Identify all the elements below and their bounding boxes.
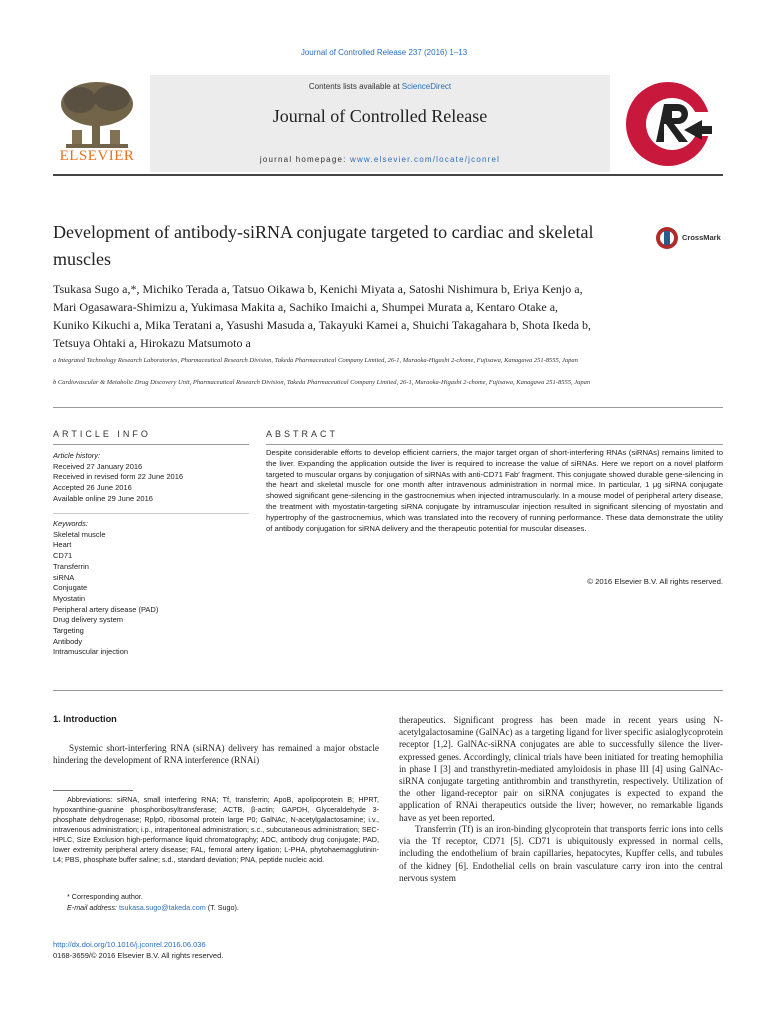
keywords-list: [53, 519, 249, 658]
doi-link[interactable]: http://dx.doi.org/10.1016/j.jconrel.2016.06.036: [53, 940, 206, 949]
keyword: Antibody: [53, 636, 83, 646]
elsevier-tree-icon: [52, 78, 142, 158]
author-line: Kuniko Kikuchi a, Mika Teratani a, Yasushi Masuda a, Takayuki Kamei a, Shuichi Takagahara b, Shota Ikeda b,: [53, 318, 592, 332]
email-footnote: E-mail address: tsukasa.sugo@takeda.com (T. Sugo).: [67, 903, 239, 912]
abstract-heading: ABSTRACT: [266, 429, 339, 439]
keyword: Skeletal muscle: [53, 529, 106, 539]
abstract-rule: [266, 444, 723, 445]
history-online: Available online 29 June 2016: [53, 493, 153, 503]
history-revised: Received in revised form 22 June 2016: [53, 472, 184, 482]
abstract-text: Despite considerable efforts to develop efficient carriers, the major target organ of short-interfering RNAs (siRNAs) remains limited to the liver. Expanding the application outside the liver is required to increase the value of siRNAs. Here we report on a novel platform targeted to muscular organs by conjugation of siRNAs with anti-CD71 Fab′ fragment. This conjugate showed durable gene-silencing in the heart and skeletal muscle for one month after intravenous administration in normal mice. In particular, 1 μg siRNA conjugate showed significant gene-silencing in the gastrocnemius when injected intramuscularly. In a mouse model of peripheral artery disease, the treatment with myostatin-targeting siRNA conjugate by intramuscular injection resulted in significant silencing of myostatin and hypertrophy of the gastrocnemius, which was translated into the recovery of running performance. These data demonstrate the utility of antibody conjugation for siRNA delivery and the therapeutic potential for muscular diseases.: [266, 448, 723, 533]
abstract-copyright: © 2016 Elsevier B.V. All rights reserved.: [587, 577, 723, 586]
journal-homepage: journal homepage: www.elsevier.com/locate/jconrel: [259, 155, 501, 164]
abbreviations-footnote: Abbreviations: siRNA, small interfering RNA; Tf, transferrin; ApoB, apolipoprotein B; HPRT, hypoxanthine-guanine phosphoribosyltransferase; ACTB, β-actin; GAPDH, Glyceraldehyde 3-phosphate dehydrogenase; Rplp0, ribosomal protein large P0; GalNAc, N-acetylgalactosamine; i.v., intravenous administration; i.p., intraperitoneal administration; s.c., subcutaneous administration; SEC-HPLC, Size Exclusion high-performance liquid chromatography; ADC, antibody drug conjugate; PAD, lower extremity peripheral artery disease; FAL, femoral artery ligation; L-PHA, phytohaemagglutinin-L4; PBS, phosphate buffer saline; s.d., standard deviation; PNA, peptide nucleic acid.: [53, 795, 379, 864]
header-rule: [53, 174, 723, 176]
footnote-rule: [53, 790, 133, 791]
right-column-paragraph-1: therapeutics. Significant progress has been made in recent years using N-acetylgalactosamine (GalNAc) as a targeting ligand for liver specific asialoglycoprotein receptor [1,2]. GalNAc-siRNA conjugates are able to successfully silence the liver-expressed genes. Accordingly, clinical trials have been initiated for treating hemophilia in phase I [3] and transthyretin-mediated amyloidosis in phase III [4] using GalNAc-siRNA conjugate targeting antithrombin and transthyretin, respectively. Utilization of the other ligand-receptor pair on siRNA conjugates is expected to expand the application of RNAi therapeutics outside the liver; however, no remarkable ligands have as yet been reported.: [399, 715, 723, 823]
sciencedirect-link[interactable]: ScienceDirect: [401, 82, 452, 91]
history-accepted: Accepted 26 June 2016: [53, 483, 132, 493]
keyword: CD71: [53, 551, 73, 561]
right-column-paragraph-2: Transferrin (Tf) is an iron-binding glycoprotein that transports ferric ions into cells via the Tf receptor, CD71 [5]. CD71 is ubiquitously expressed in normal cells, including the endothelium of brain capillaries, hepatocytes, Kupffer cells, and tubules of the kidney [6]. Endothelial cells on brain vasculature carry iron into the central nervous system: [399, 824, 723, 883]
contents-availability: Contents lists available at ScienceDirect: [308, 82, 452, 91]
keyword: Targeting: [53, 626, 84, 636]
affiliation-a: a Integrated Technology Research Laboratories, Pharmaceutical Research Division, Takeda Pharmaceutical Company Limited, 26-1, Muraoka-Higashi 2-chome, Fujisawa, Kanagawa 251-8555, Japan: [53, 357, 578, 364]
intro-paragraph: Systemic short-interfering RNA (siRNA) delivery has remained a major obstacle hindering the development of RNA interference (RNAi): [53, 743, 379, 766]
article-history: [53, 451, 249, 505]
article-info-heading: ARTICLE INFO: [53, 429, 151, 439]
body-rule: [53, 690, 723, 691]
keyword: Drug delivery system: [53, 615, 124, 625]
keyword: Conjugate: [53, 583, 88, 593]
affiliation-b: b Cardiovascular & Metabolic Drug Discovery Unit, Pharmaceutical Research Division, Takeda Pharmaceutical Company Limited, 26-1, Muraoka-Higashi 2-chome, Fujisawa, Kanagawa 251-8555, Japan: [53, 379, 591, 386]
crossmark-badge[interactable]: [655, 225, 727, 251]
keyword: siRNA: [53, 572, 75, 582]
corresponding-author-note: * Corresponding author.: [67, 892, 143, 901]
intro-heading: 1. Introduction: [53, 714, 117, 724]
article-title: Development of antibody-siRNA conjugate targeted to cardiac and skeletal muscles: [53, 222, 594, 269]
keywords-rule: [53, 513, 249, 514]
keyword: Peripheral artery disease (PAD): [53, 604, 159, 614]
history-received: Received 27 January 2016: [53, 461, 143, 471]
article-info-rule: [53, 444, 249, 445]
elsevier-logo: [52, 78, 142, 170]
author-list: [53, 280, 723, 352]
journal-cr-logo: [618, 74, 723, 172]
elsevier-wordmark: ELSEVIER: [59, 148, 135, 164]
journal-reference[interactable]: Journal of Controlled Release 237 (2016) 1–13: [300, 48, 468, 57]
crossmark-label: CrossMark: [682, 233, 721, 242]
author-line: Mari Ogasawara-Shimizu a, Yukimasa Makita a, Sachiko Imaichi a, Shumpei Murata a, Kentaro Otake a,: [53, 300, 559, 314]
author-email-link[interactable]: tsukasa.sugo@takeda.com: [118, 903, 206, 912]
cr-logo-icon: [618, 74, 723, 172]
keyword: Myostatin: [53, 593, 86, 603]
keyword: Heart: [53, 540, 72, 550]
crossmark-icon: [655, 225, 679, 251]
keywords-label: Keywords:: [53, 519, 89, 528]
keyword: Intramuscular injection: [53, 647, 129, 657]
affiliation-rule: [53, 407, 723, 408]
article-history-label: Article history:: [53, 451, 101, 460]
author-line: Tsukasa Sugo a,*, Michiko Terada a, Tatsuo Oikawa b, Kenichi Miyata a, Satoshi Nishimura b, Eriya Kenjo a,: [53, 282, 583, 296]
journal-name: Journal of Controlled Release: [272, 106, 488, 126]
journal-homepage-link[interactable]: www.elsevier.com/locate/jconrel: [349, 155, 501, 164]
issn-copyright: 0168-3659/© 2016 Elsevier B.V. All rights reserved.: [53, 951, 224, 960]
keyword: Transferrin: [53, 561, 89, 571]
author-line: Tetsuya Ohtaki a, Hirokazu Matsumoto a: [53, 336, 251, 350]
